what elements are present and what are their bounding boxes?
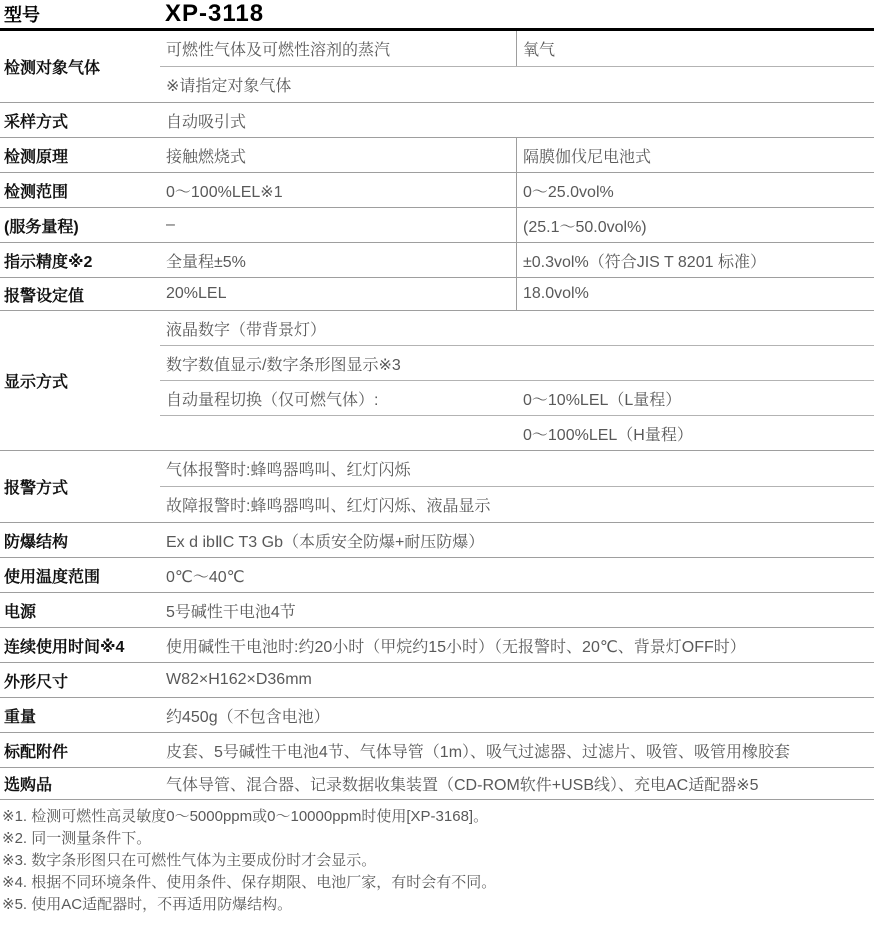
display-autorange-label: 自动量程切换（仅可燃气体）:	[166, 391, 379, 409]
row-accuracy	[0, 243, 874, 278]
accessories-value: 皮套、5号碱性干电池4节、气体导管（1m）、吸气过滤器、过滤片、吸管、吸管用橡胶套	[166, 743, 791, 761]
display-range-high: 0～100%LEL（H量程）	[523, 426, 693, 444]
display-line2: 数字数值显示/数字条形图显示※3	[166, 356, 401, 374]
row-principle-label: 检测原理	[4, 148, 69, 166]
row-temp-range-label: 使用温度范围	[4, 568, 101, 586]
model-value: XP-3118	[165, 0, 265, 27]
display-range-low: 0～10%LEL（L量程）	[523, 391, 682, 409]
footnote-1: ※1. 检测可燃性高灵敏度0～5000ppm或0～10000ppm时使用[XP-3168]。	[2, 808, 489, 825]
model-label: 型号	[4, 5, 40, 25]
power-value: 5号碱性干电池4节	[166, 603, 296, 621]
range-oxygen: 0～25.0vol%	[523, 183, 614, 201]
row-battery-life-label: 连续使用时间※4	[4, 638, 125, 656]
row-explosion-proof	[0, 523, 874, 558]
row-dimensions	[0, 663, 874, 698]
row-battery-life	[0, 628, 874, 663]
service-range-combustible: –	[166, 216, 175, 233]
row-target-gas-label: 检测对象气体	[4, 60, 101, 77]
footnotes	[0, 800, 874, 916]
row-display	[0, 311, 874, 451]
dimensions-value: W82×H162×D36mm	[166, 671, 312, 688]
row-target-gas	[0, 31, 874, 103]
row-alarm-setpoint-label: 报警设定值	[4, 287, 85, 305]
footnote-2: ※2. 同一测量条件下。	[2, 830, 152, 847]
row-alarm-setpoint	[0, 278, 874, 311]
accuracy-oxygen: ±0.3vol%（符合JIS T 8201 标准）	[523, 253, 766, 271]
alarm-fault: 故障报警时:蜂鸣器鸣叫、红灯闪烁、液晶显示	[166, 498, 491, 515]
row-range-label: 检测范围	[4, 183, 69, 201]
explosion-proof-value: Ex d ibⅡC T3 Gb（本质安全防爆+耐压防爆）	[166, 533, 485, 551]
row-alarm-type	[0, 451, 874, 523]
row-options	[0, 768, 874, 800]
row-service-range-label: (服务量程)	[4, 218, 79, 236]
temp-range-value: 0℃～40℃	[166, 568, 245, 586]
row-principle	[0, 138, 874, 173]
row-accessories-label: 标配附件	[4, 743, 69, 761]
row-display-label: 显示方式	[4, 374, 69, 391]
range-combustible: 0～100%LEL※1	[166, 183, 283, 201]
footnote-3: ※3. 数字条形图只在可燃性气体为主要成份时才会显示。	[2, 852, 377, 869]
battery-life-value: 使用碱性干电池时:约20小时（甲烷约15小时）（无报警时、20℃、背景灯OFF时）	[166, 638, 746, 656]
row-power	[0, 593, 874, 628]
accuracy-combustible: 全量程±5%	[166, 253, 246, 271]
target-gas-oxygen: 氧气	[523, 42, 556, 59]
footnote-4: ※4. 根据不同环境条件、使用条件、保存期限、电池厂家，有时会有不同。	[2, 874, 497, 891]
row-weight-label: 重量	[4, 708, 37, 726]
target-gas-note: ※请指定对象气体	[166, 78, 292, 95]
row-temp-range	[0, 558, 874, 593]
alarm-gas: 气体报警时:蜂鸣器鸣叫、红灯闪烁	[166, 462, 411, 479]
row-weight	[0, 698, 874, 733]
row-service-range	[0, 208, 874, 243]
row-alarm-type-label: 报警方式	[4, 480, 69, 497]
service-range-oxygen: (25.1～50.0vol%)	[523, 218, 647, 236]
principle-oxygen: 隔膜伽伐尼电池式	[523, 148, 652, 166]
model-header-row	[0, 0, 874, 31]
row-power-label: 电源	[4, 603, 37, 621]
alarm-setpoint-combustible: 20%LEL	[166, 285, 227, 302]
alarm-setpoint-oxygen: 18.0vol%	[523, 285, 589, 302]
row-accuracy-label: 指示精度※2	[4, 253, 93, 271]
target-gas-combustible: 可燃性气体及可燃性溶剂的蒸汽	[166, 42, 391, 59]
spec-table	[0, 31, 874, 800]
row-explosion-proof-label: 防爆结构	[4, 533, 69, 551]
principle-combustible: 接触燃烧式	[166, 148, 247, 166]
row-range	[0, 173, 874, 208]
options-value: 气体导管、混合器、记录数据收集装置（CD-ROM软件+USB线）、充电AC适配器※5	[166, 777, 759, 794]
row-dimensions-label: 外形尺寸	[4, 673, 69, 691]
display-line1: 液晶数字（带背景灯）	[166, 321, 327, 339]
row-options-label: 选购品	[4, 777, 53, 794]
sampling-value: 自动吸引式	[166, 113, 247, 131]
footnote-5: ※5. 使用AC适配器时，不再适用防爆结构。	[2, 896, 293, 913]
row-accessories	[0, 733, 874, 768]
weight-value: 约450g（不包含电池）	[166, 708, 330, 726]
row-sampling-label: 采样方式	[4, 113, 69, 131]
row-sampling	[0, 103, 874, 138]
